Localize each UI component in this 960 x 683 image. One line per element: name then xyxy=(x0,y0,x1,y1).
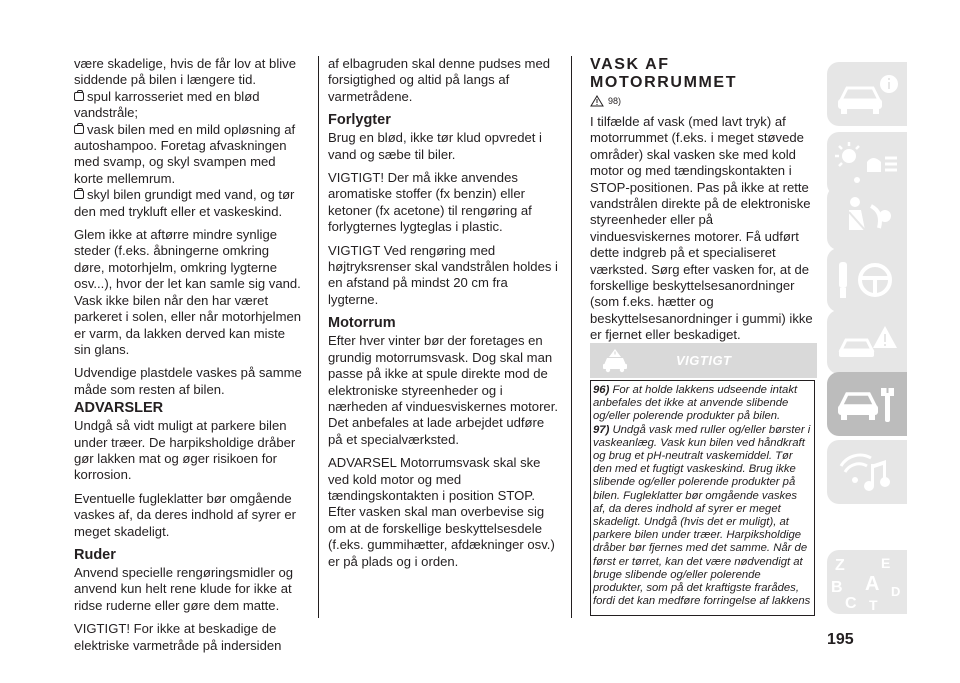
multimedia-icon xyxy=(827,440,907,504)
heading-forlygter: Forlygter xyxy=(328,112,391,129)
key-steering-wheel-icon xyxy=(827,248,907,312)
index-letters-icon xyxy=(827,550,907,614)
bullet-item: spul karrosseriet med en blød vandstråle; xyxy=(74,88,260,121)
index-letter: C xyxy=(845,595,857,612)
bullet-icon xyxy=(74,125,84,134)
column-2 xyxy=(328,56,558,577)
tab-airbag-seatbelt[interactable] xyxy=(827,186,907,250)
index-letter: E xyxy=(881,555,891,571)
bullet-icon xyxy=(74,190,84,199)
paragraph: Eventuelle fugleklatter bør omgående vaskes af, da deres indhold af syrer er meget skadeligt. xyxy=(74,490,296,539)
warning-header xyxy=(590,343,817,378)
car-wrench-icon xyxy=(827,372,907,436)
paragraph: Glem ikke at aftørre mindre synlige steder (f.eks. åbningerne omkring døre, motorhjelm, omkring lygterne osv...), hvor der let kan samle sig vand. Vask ikke bilen når den har været parkeret i solen, eller når motorhjelmen er varm, da lakken derved kan miste sin glans. xyxy=(74,227,302,357)
index-letter: T xyxy=(869,597,878,613)
tab-index[interactable] xyxy=(827,550,907,614)
warning-title: VIGTIGT xyxy=(676,353,732,368)
paragraph: af elbagruden skal denne pudses med forsigtighed og altid på langs af varmetrådene. xyxy=(328,56,551,104)
bullet-icon xyxy=(74,92,84,101)
paragraph: VIGTIGT! Der må ikke anvendes aromatiske stoffer (fx benzin) eller ketoner (fx acetone) til rengøring af forlygternes lygteglas i plastic. xyxy=(328,170,532,235)
car-warning-icon xyxy=(600,348,630,374)
paragraph: Efter hver vinter bør der foretages en grundig motorrumsvask. Dog skal man passe på ikke at spule direkte mod de elektroniske styreenheder og i nærheden af vinduesviskernes motorer. Det anbefales at lade arbejdet udføre på et specialværksted. xyxy=(328,333,558,447)
bullet-item: skyl bilen grundigt med vand, og tør den med trykluft eller et vaskeskind. xyxy=(74,187,295,219)
index-letter: Z xyxy=(835,557,845,574)
warning-car-icon xyxy=(827,310,907,374)
column-divider xyxy=(318,56,319,618)
heading-advarsler: ADVARSLER xyxy=(74,400,164,417)
heading-motorrum: Motorrum xyxy=(328,315,396,332)
tab-warning-car[interactable] xyxy=(827,310,907,374)
tab-multimedia[interactable] xyxy=(827,440,907,504)
index-letter: B xyxy=(831,579,843,596)
paragraph: VIGTIGT Ved rengøring med højtryksrenser skal vandstrålen holdes i en afstand på mindst 20 cm fra lygterne. xyxy=(328,242,558,307)
page-number: 195 xyxy=(827,631,854,648)
warning-reference: 98) xyxy=(590,94,816,108)
warning-item: 97) Undgå vask med ruller og/eller børster i vaskeanlæg. Vask kun bilen ved håndkraft og brug et pH-neutralt vaskemiddel. Tør den med et fugtigt vaskeskind. Brug ikke slibende og/eller polerende produkter på bilen. Fugleklatter bør omgående vaskes af, da deres indhold af syrer er meget skadeligt. Undgå (hvis det er muligt), at parkere bilen under træer. Harpiksholdige dråber bør fjernes med det samme. Når de først er tørret, kan det være nødvendigt at bruge slibende og/eller polerende produkter, som på det kraftigste frarådes, fordi det kan medføre forringelse af lakkens xyxy=(593,423,811,608)
paragraph: I tilfælde af vask (med lavt tryk) af motorrummet (f.eks. i meget støvede områder) skal vasken ske med kold motor og med tændingskontakten i STOP-positionen. Pas på ikke at rette vandstrålen direkte på de elektroniske styreenheder eller på vinduesviskernes motorer. Få udført dette indgreb på et specialiseret værksted. Sørg efter vasken for, at de forskellige beskyttelsesanordninger (som f.eks. hætter og beskyttelsesanordninger i gummi) ikke er fjernet eller beskadiget. xyxy=(590,114,813,343)
tab-car-wrench[interactable] xyxy=(827,372,907,436)
index-letter: A xyxy=(865,573,880,595)
paragraph: Brug en blød, ikke tør klud opvredet i vand og sæbe til biler. xyxy=(328,130,542,162)
warning-box xyxy=(590,380,815,616)
airbag-seatbelt-icon xyxy=(827,186,907,250)
warning-item: 96) For at holde lakkens udseende intakt anbefales det ikke at anvende slibende og/eller polerende produkter på bilen. xyxy=(593,384,798,423)
column-divider xyxy=(571,56,572,618)
section-title: VASK AF MOTORRUMMET xyxy=(590,56,738,91)
column-3 xyxy=(590,56,816,351)
warning-triangle-icon xyxy=(590,95,604,107)
car-info-icon xyxy=(827,62,907,126)
paragraph: Undgå så vidt muligt at parkere bilen under træer. De harpiksholdige dråber gør lakken mat og øger risikoen for korrosion. xyxy=(74,418,296,483)
tab-key-steering-wheel[interactable] xyxy=(827,248,907,312)
column-1 xyxy=(74,56,302,661)
bullet-item: vask bilen med en mild opløsning af autoshampoo. Foretag afvaskningen med svamp, og skyl svampen med korte mellemrum. xyxy=(74,121,296,186)
tab-car-info[interactable] xyxy=(827,62,907,126)
paragraph: Anvend specielle rengøringsmidler og anvend kun helt rene klude for ikke at ridse ruderne eller gøre dem matte. xyxy=(74,564,294,613)
heading-ruder: Ruder xyxy=(74,546,116,563)
paragraph: være skadelige, hvis de får lov at blive siddende på bilen i længere tid. xyxy=(74,56,296,88)
paragraph: Udvendige plastdele vaskes på samme måde som resten af bilen. xyxy=(74,365,302,397)
index-letter: D xyxy=(891,584,901,599)
paragraph: ADVARSEL Motorrumsvask skal ske ved kold motor og med tændingskontakten i position STOP. Efter vasken skal man overbevise sig om at de forskellige beskyttelsesdele (f.eks. gummihætter, afdækninger osv.) er på plads og i orden. xyxy=(328,455,555,569)
paragraph: VIGTIGT! For ikke at beskadige de elektriske varmetråde på indersiden xyxy=(74,621,282,653)
